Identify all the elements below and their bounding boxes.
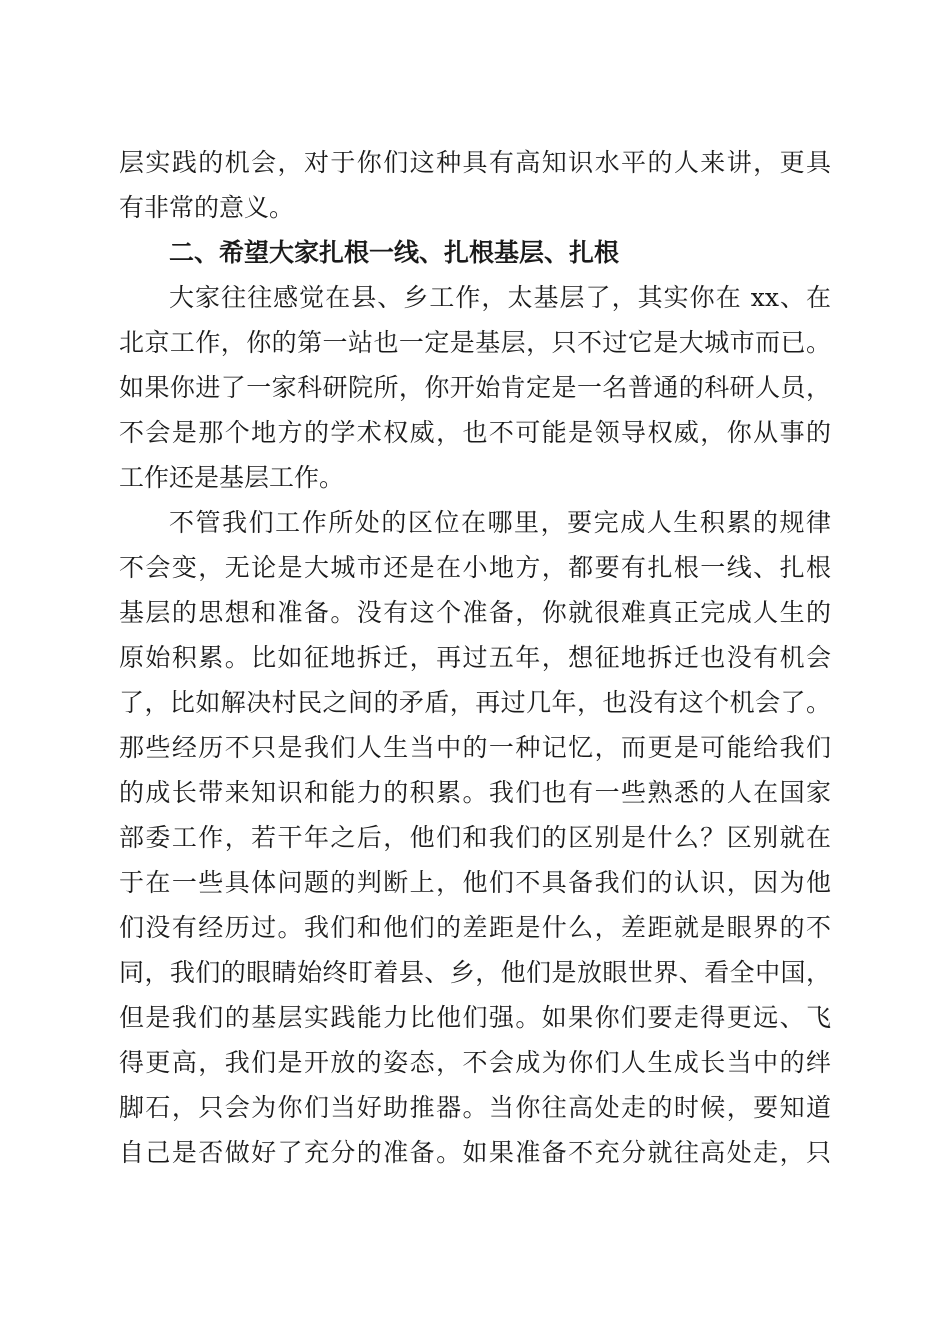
paragraph-line: 的成长带来知识和能力的积累。我们也有一些熟悉的人在国家 [119, 778, 831, 807]
paragraph-line: 但是我们的基层实践能力比他们强。如果你们要走得更远、飞 [119, 1003, 831, 1032]
paragraph-line: 得更高，我们是开放的姿态，不会成为你们人生成长当中的绊 [119, 1048, 831, 1077]
paragraph-line: 不会是那个地方的学术权威，也不可能是领导权威，你从事的 [119, 418, 831, 447]
paragraph-line: 于在一些具体问题的判断上，他们不具备我们的认识，因为他 [119, 868, 831, 897]
paragraph-line: 了，比如解决村民之间的矛盾，再过几年，也没有这个机会了。 [119, 688, 831, 717]
paragraph-line: 同，我们的眼睛始终盯着县、乡，他们是放眼世界、看全中国， [119, 958, 831, 987]
paragraph-line: 基层的思想和准备。没有这个准备，你就很难真正完成人生的 [119, 598, 831, 627]
paragraph-line: 不会变，无论是大城市还是在小地方，都要有扎根一线、扎根 [119, 553, 831, 582]
paragraph-line: 部委工作，若干年之后，他们和我们的区别是什么？区别就在 [119, 823, 831, 852]
paragraph-line: 工作还是基层工作。 [119, 463, 345, 492]
paragraph-line: 原始积累。比如征地拆迁，再过五年，想征地拆迁也没有机会 [119, 643, 831, 672]
paragraph-line: 脚石，只会为你们当好助推器。当你往高处走的时候，要知道 [119, 1093, 831, 1122]
section-heading: 二、希望大家扎根一线、扎根基层、扎根 [169, 238, 620, 267]
paragraph-line: 如果你进了一家科研院所，你开始肯定是一名普通的科研人员， [119, 373, 831, 402]
paragraph-line: 不管我们工作所处的区位在哪里，要完成人生积累的规律 [169, 508, 831, 537]
paragraph-line: 那些经历不只是我们人生当中的一种记忆，而更是可能给我们 [119, 733, 831, 762]
paragraph-line: 大家往往感觉在县、乡工作，太基层了，其实你在 xx、在 [169, 283, 831, 312]
paragraph-line: 自己是否做好了充分的准备。如果准备不充分就往高处走，只 [119, 1138, 831, 1167]
paragraph-line: 有非常的意义。 [119, 193, 295, 222]
paragraph-line: 层实践的机会，对于你们这种具有高知识水平的人来讲，更具 [119, 148, 831, 177]
paragraph-line: 北京工作，你的第一站也一定是基层，只不过它是大城市而已。 [119, 328, 831, 357]
paragraph-line: 们没有经历过。我们和他们的差距是什么，差距就是眼界的不 [119, 913, 831, 942]
